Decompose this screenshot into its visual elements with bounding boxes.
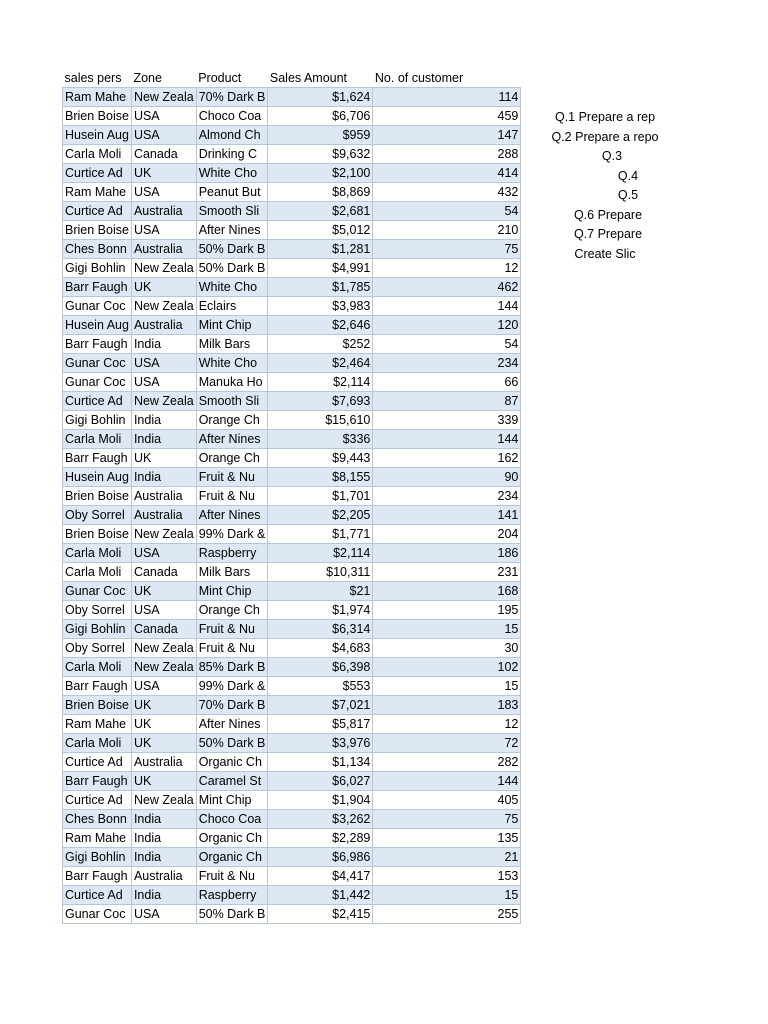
question-item[interactable]: Q.7 Prepare (573, 227, 643, 241)
table-row (63, 620, 521, 639)
cell-zone[interactable]: New Zeala (131, 658, 196, 677)
cell-salesperson[interactable]: Curtice Ad (63, 392, 132, 411)
cell-zone[interactable]: India (131, 411, 196, 430)
cell-sales-amount[interactable]: $15,610 (268, 411, 373, 430)
cell-sales-amount[interactable]: $6,398 (268, 658, 373, 677)
cell-salesperson[interactable]: Barr Faugh (63, 772, 132, 791)
table-row (63, 601, 521, 620)
cell-customers[interactable]: 405 (373, 791, 521, 810)
cell-salesperson[interactable]: Brien Boise (63, 525, 132, 544)
cell-product[interactable]: Almond Ch (196, 126, 268, 145)
cell-zone[interactable]: India (131, 468, 196, 487)
cell-zone[interactable]: New Zeala (131, 525, 196, 544)
cell-salesperson[interactable]: Curtice Ad (63, 202, 132, 221)
cell-product[interactable]: Eclairs (196, 297, 268, 316)
cell-zone[interactable]: India (131, 335, 196, 354)
table-row (63, 696, 521, 715)
cell-sales-amount[interactable]: $6,986 (268, 848, 373, 867)
table-row (63, 354, 521, 373)
column-header-salesperson[interactable]: sales pers (64, 71, 122, 85)
cell-zone[interactable]: New Zeala (131, 791, 196, 810)
cell-zone[interactable]: USA (131, 221, 196, 240)
cell-salesperson[interactable]: Gunar Coc (63, 905, 132, 924)
cell-salesperson[interactable]: Barr Faugh (63, 677, 132, 696)
column-header-sales-amount[interactable]: Sales Amount (269, 71, 348, 85)
cell-zone[interactable]: UK (131, 582, 196, 601)
table-row (63, 221, 521, 240)
cell-customers[interactable]: 459 (373, 107, 521, 126)
cell-salesperson[interactable]: Carla Moli (63, 544, 132, 563)
cell-sales-amount[interactable]: $9,443 (268, 449, 373, 468)
cell-zone[interactable]: UK (131, 734, 196, 753)
cell-zone[interactable]: USA (131, 601, 196, 620)
cell-product[interactable]: 50% Dark B (196, 734, 268, 753)
cell-product[interactable]: Drinking C (196, 145, 268, 164)
cell-customers[interactable]: 147 (373, 126, 521, 145)
cell-zone[interactable]: New Zeala (131, 297, 196, 316)
cell-sales-amount[interactable]: $8,155 (268, 468, 373, 487)
cell-product[interactable]: 85% Dark B (196, 658, 268, 677)
cell-customers[interactable]: 144 (373, 772, 521, 791)
table-row (63, 810, 521, 829)
cell-zone[interactable]: Australia (131, 202, 196, 221)
cell-product[interactable]: After Nines (196, 715, 268, 734)
cell-salesperson[interactable]: Gigi Bohlin (63, 848, 132, 867)
cell-customers[interactable]: 462 (373, 278, 521, 297)
cell-product[interactable]: Fruit & Nu (196, 620, 268, 639)
cell-product[interactable]: Raspberry (196, 886, 268, 905)
cell-salesperson[interactable]: Brien Boise (63, 221, 132, 240)
cell-customers[interactable]: 255 (373, 905, 521, 924)
cell-zone[interactable]: USA (131, 677, 196, 696)
table-row (63, 88, 521, 107)
cell-salesperson[interactable]: Barr Faugh (63, 278, 132, 297)
table-row (63, 411, 521, 430)
cell-product[interactable]: Smooth Sli (196, 202, 268, 221)
table-row (63, 563, 521, 582)
cell-product[interactable]: Orange Ch (196, 411, 268, 430)
cell-zone[interactable]: USA (131, 544, 196, 563)
cell-customers[interactable]: 195 (373, 601, 521, 620)
table-row (63, 848, 521, 867)
cell-product[interactable]: Choco Coa (196, 107, 268, 126)
cell-product[interactable]: Mint Chip (196, 582, 268, 601)
cell-sales-amount[interactable]: $1,771 (268, 525, 373, 544)
cell-zone[interactable]: Australia (131, 316, 196, 335)
cell-sales-amount[interactable]: $2,114 (268, 373, 373, 392)
cell-sales-amount[interactable]: $2,205 (268, 506, 373, 525)
column-header-customers[interactable]: No. of customer (374, 71, 464, 85)
cell-zone[interactable]: New Zeala (131, 259, 196, 278)
cell-sales-amount[interactable]: $6,314 (268, 620, 373, 639)
cell-product[interactable]: Fruit & Nu (196, 487, 268, 506)
cell-salesperson[interactable]: Ram Mahe (63, 829, 132, 848)
header-row (63, 69, 521, 88)
cell-product[interactable]: Organic Ch (196, 753, 268, 772)
cell-customers[interactable]: 144 (373, 297, 521, 316)
cell-sales-amount[interactable]: $2,464 (268, 354, 373, 373)
cell-customers[interactable]: 234 (373, 354, 521, 373)
cell-sales-amount[interactable]: $2,646 (268, 316, 373, 335)
cell-customers[interactable]: 162 (373, 449, 521, 468)
cell-product[interactable]: White Cho (196, 164, 268, 183)
cell-sales-amount[interactable]: $3,983 (268, 297, 373, 316)
cell-salesperson[interactable]: Curtice Ad (63, 791, 132, 810)
cell-zone[interactable]: Canada (131, 620, 196, 639)
cell-salesperson[interactable]: Husein Aug (63, 468, 132, 487)
cell-salesperson[interactable]: Carla Moli (63, 658, 132, 677)
table-row (63, 829, 521, 848)
cell-zone[interactable]: India (131, 810, 196, 829)
cell-salesperson[interactable]: Gigi Bohlin (63, 259, 132, 278)
cell-product[interactable]: Fruit & Nu (196, 867, 268, 886)
cell-salesperson[interactable]: Gigi Bohlin (63, 411, 132, 430)
cell-customers[interactable]: 30 (373, 639, 521, 658)
cell-customers[interactable]: 234 (373, 487, 521, 506)
cell-customers[interactable]: 15 (373, 620, 521, 639)
question-item[interactable]: Q.4 (617, 168, 639, 183)
cell-product[interactable]: Raspberry (196, 544, 268, 563)
cell-sales-amount[interactable]: $252 (268, 335, 373, 354)
cell-sales-amount[interactable]: $959 (268, 126, 373, 145)
cell-product[interactable]: Organic Ch (196, 829, 268, 848)
table-row (63, 259, 521, 278)
cell-customers[interactable]: 231 (373, 563, 521, 582)
table-row (63, 886, 521, 905)
cell-product[interactable]: Smooth Sli (196, 392, 268, 411)
cell-salesperson[interactable]: Carla Moli (63, 563, 132, 582)
cell-sales-amount[interactable]: $7,021 (268, 696, 373, 715)
cell-sales-amount[interactable]: $1,701 (268, 487, 373, 506)
table-row (63, 525, 521, 544)
cell-product[interactable]: Mint Chip (196, 791, 268, 810)
cell-product[interactable]: After Nines (196, 430, 268, 449)
cell-product[interactable]: 70% Dark B (196, 696, 268, 715)
table-row (63, 677, 521, 696)
cell-zone[interactable]: USA (131, 107, 196, 126)
question-item[interactable]: Create Slic (574, 246, 636, 261)
cell-zone[interactable]: UK (131, 715, 196, 734)
cell-salesperson[interactable]: Ram Mahe (63, 183, 132, 202)
cell-salesperson[interactable]: Husein Aug (63, 126, 132, 145)
cell-product[interactable]: 50% Dark B (196, 905, 268, 924)
cell-product[interactable]: 70% Dark B (196, 88, 268, 107)
table-row (63, 867, 521, 886)
cell-product[interactable]: Orange Ch (196, 601, 268, 620)
cell-sales-amount[interactable]: $6,027 (268, 772, 373, 791)
cell-zone[interactable]: India (131, 430, 196, 449)
table-row (63, 715, 521, 734)
cell-customers[interactable]: 54 (373, 202, 521, 221)
cell-sales-amount[interactable]: $2,681 (268, 202, 373, 221)
cell-product[interactable]: White Cho (196, 278, 268, 297)
cell-salesperson[interactable]: Curtice Ad (63, 164, 132, 183)
table-row (63, 791, 521, 810)
spreadsheet (62, 69, 521, 924)
cell-product[interactable]: Milk Bars (196, 335, 268, 354)
cell-customers[interactable]: 144 (373, 430, 521, 449)
question-item[interactable]: Q.3 (601, 149, 623, 163)
cell-zone[interactable]: UK (131, 696, 196, 715)
table-row (63, 582, 521, 601)
cell-sales-amount[interactable]: $4,683 (268, 639, 373, 658)
cell-zone[interactable]: India (131, 848, 196, 867)
cell-customers[interactable]: 15 (373, 886, 521, 905)
cell-zone[interactable]: Australia (131, 753, 196, 772)
cell-salesperson[interactable]: Ches Bonn (63, 240, 132, 259)
cell-salesperson[interactable]: Oby Sorrel (63, 601, 132, 620)
cell-customers[interactable]: 432 (373, 183, 521, 202)
cell-sales-amount[interactable]: $5,012 (268, 221, 373, 240)
cell-salesperson[interactable]: Barr Faugh (63, 449, 132, 468)
cell-salesperson[interactable]: Carla Moli (63, 734, 132, 753)
cell-customers[interactable]: 102 (373, 658, 521, 677)
cell-customers[interactable]: 114 (373, 88, 521, 107)
column-header-product[interactable]: Product (198, 71, 242, 85)
cell-customers[interactable]: 414 (373, 164, 521, 183)
question-item[interactable]: Q.2 Prepare a repo (551, 129, 659, 144)
cell-salesperson[interactable]: Gunar Coc (63, 373, 132, 392)
cell-customers[interactable]: 21 (373, 848, 521, 867)
cell-zone[interactable]: USA (131, 905, 196, 924)
cell-zone[interactable]: Canada (131, 563, 196, 582)
cell-zone[interactable]: UK (131, 164, 196, 183)
cell-zone[interactable]: Canada (131, 145, 196, 164)
cell-sales-amount[interactable]: $1,974 (268, 601, 373, 620)
cell-product[interactable]: Manuka Ho (196, 373, 268, 392)
cell-salesperson[interactable]: Carla Moli (63, 145, 132, 164)
cell-customers[interactable]: 75 (373, 810, 521, 829)
cell-sales-amount[interactable]: $1,785 (268, 278, 373, 297)
cell-salesperson[interactable]: Brien Boise (63, 696, 132, 715)
cell-sales-amount[interactable]: $336 (268, 430, 373, 449)
cell-customers[interactable]: 12 (373, 715, 521, 734)
cell-salesperson[interactable]: Carla Moli (63, 430, 132, 449)
cell-zone[interactable]: New Zeala (131, 88, 196, 107)
table-row (63, 164, 521, 183)
cell-sales-amount[interactable]: $3,976 (268, 734, 373, 753)
cell-sales-amount[interactable]: $7,693 (268, 392, 373, 411)
cell-customers[interactable]: 204 (373, 525, 521, 544)
cell-sales-amount[interactable]: $4,991 (268, 259, 373, 278)
cell-salesperson[interactable]: Husein Aug (63, 316, 132, 335)
cell-customers[interactable]: 141 (373, 506, 521, 525)
cell-customers[interactable]: 87 (373, 392, 521, 411)
cell-product[interactable]: Fruit & Nu (196, 468, 268, 487)
cell-product[interactable]: After Nines (196, 506, 268, 525)
cell-customers[interactable]: 282 (373, 753, 521, 772)
cell-customers[interactable]: 339 (373, 411, 521, 430)
table-body (63, 88, 521, 924)
cell-sales-amount[interactable]: $1,281 (268, 240, 373, 259)
cell-sales-amount[interactable]: $4,417 (268, 867, 373, 886)
cell-sales-amount[interactable]: $1,904 (268, 791, 373, 810)
cell-zone[interactable]: USA (131, 126, 196, 145)
cell-zone[interactable]: New Zeala (131, 639, 196, 658)
cell-salesperson[interactable]: Oby Sorrel (63, 506, 132, 525)
cell-customers[interactable]: 120 (373, 316, 521, 335)
cell-sales-amount[interactable]: $553 (268, 677, 373, 696)
table-row (63, 734, 521, 753)
cell-zone[interactable]: Australia (131, 487, 196, 506)
cell-zone[interactable]: Australia (131, 240, 196, 259)
cell-sales-amount[interactable]: $1,442 (268, 886, 373, 905)
table-row (63, 430, 521, 449)
table-row (63, 468, 521, 487)
table-row (63, 126, 521, 145)
cell-customers[interactable]: 183 (373, 696, 521, 715)
table-row (63, 392, 521, 411)
cell-product[interactable]: White Cho (196, 354, 268, 373)
cell-customers[interactable]: 66 (373, 373, 521, 392)
table-row (63, 449, 521, 468)
table-row (63, 202, 521, 221)
cell-zone[interactable]: New Zeala (131, 392, 196, 411)
column-header-zone[interactable]: Zone (133, 71, 162, 85)
cell-sales-amount[interactable]: $8,869 (268, 183, 373, 202)
cell-customers[interactable]: 168 (373, 582, 521, 601)
table-row (63, 373, 521, 392)
cell-zone[interactable]: USA (131, 354, 196, 373)
cell-customers[interactable]: 12 (373, 259, 521, 278)
table-row (63, 753, 521, 772)
cell-zone[interactable]: India (131, 886, 196, 905)
question-item[interactable]: Q.6 Prepare (573, 207, 643, 222)
cell-sales-amount[interactable]: $1,624 (268, 88, 373, 107)
cell-sales-amount[interactable]: $6,706 (268, 107, 373, 126)
cell-product[interactable]: Caramel St (196, 772, 268, 791)
cell-salesperson[interactable]: Curtice Ad (63, 886, 132, 905)
cell-salesperson[interactable]: Gunar Coc (63, 354, 132, 373)
cell-product[interactable]: Peanut But (196, 183, 268, 202)
question-list (530, 108, 680, 264)
cell-salesperson[interactable]: Ram Mahe (63, 715, 132, 734)
cell-customers[interactable]: 15 (373, 677, 521, 696)
question-item[interactable]: Q.5 (617, 188, 639, 202)
table-row (63, 316, 521, 335)
cell-product[interactable]: Organic Ch (196, 848, 268, 867)
table-row (63, 506, 521, 525)
table-row (63, 183, 521, 202)
table-row (63, 297, 521, 316)
sales-table (62, 69, 521, 924)
cell-salesperson[interactable]: Brien Boise (63, 107, 132, 126)
cell-salesperson[interactable]: Gunar Coc (63, 297, 132, 316)
table-row (63, 905, 521, 924)
cell-salesperson[interactable]: Barr Faugh (63, 335, 132, 354)
cell-customers[interactable]: 75 (373, 240, 521, 259)
cell-product[interactable]: Orange Ch (196, 449, 268, 468)
cell-sales-amount[interactable]: $1,134 (268, 753, 373, 772)
cell-salesperson[interactable]: Barr Faugh (63, 867, 132, 886)
table-row (63, 240, 521, 259)
cell-zone[interactable]: UK (131, 772, 196, 791)
cell-product[interactable]: 99% Dark & (196, 525, 268, 544)
cell-zone[interactable]: UK (131, 278, 196, 297)
cell-product[interactable]: 50% Dark B (196, 240, 268, 259)
cell-customers[interactable]: 54 (373, 335, 521, 354)
table-row (63, 335, 521, 354)
cell-product[interactable]: Fruit & Nu (196, 639, 268, 658)
cell-salesperson[interactable]: Ches Bonn (63, 810, 132, 829)
cell-sales-amount[interactable]: $5,817 (268, 715, 373, 734)
cell-salesperson[interactable]: Gunar Coc (63, 582, 132, 601)
table-row (63, 639, 521, 658)
table-row (63, 278, 521, 297)
cell-sales-amount[interactable]: $2,415 (268, 905, 373, 924)
cell-salesperson[interactable]: Brien Boise (63, 487, 132, 506)
cell-sales-amount[interactable]: $3,262 (268, 810, 373, 829)
cell-customers[interactable]: 153 (373, 867, 521, 886)
cell-sales-amount[interactable]: $2,289 (268, 829, 373, 848)
cell-sales-amount[interactable]: $21 (268, 582, 373, 601)
question-item[interactable]: Q.1 Prepare a rep (554, 110, 656, 124)
cell-customers[interactable]: 288 (373, 145, 521, 164)
cell-salesperson[interactable]: Ram Mahe (63, 88, 132, 107)
cell-zone[interactable]: Australia (131, 506, 196, 525)
cell-zone[interactable]: UK (131, 449, 196, 468)
table-row (63, 658, 521, 677)
cell-product[interactable]: Choco Coa (196, 810, 268, 829)
cell-sales-amount[interactable]: $9,632 (268, 145, 373, 164)
cell-zone[interactable]: India (131, 829, 196, 848)
table-row (63, 772, 521, 791)
cell-product[interactable]: Milk Bars (196, 563, 268, 582)
cell-product[interactable]: 50% Dark B (196, 259, 268, 278)
table-row (63, 145, 521, 164)
cell-product[interactable]: 99% Dark & (196, 677, 268, 696)
cell-zone[interactable]: Australia (131, 867, 196, 886)
cell-customers[interactable]: 72 (373, 734, 521, 753)
table-row (63, 544, 521, 563)
cell-product[interactable]: After Nines (196, 221, 268, 240)
cell-sales-amount[interactable]: $2,114 (268, 544, 373, 563)
cell-sales-amount[interactable]: $2,100 (268, 164, 373, 183)
cell-salesperson[interactable]: Curtice Ad (63, 753, 132, 772)
cell-sales-amount[interactable]: $10,311 (268, 563, 373, 582)
cell-zone[interactable]: USA (131, 183, 196, 202)
cell-product[interactable]: Mint Chip (196, 316, 268, 335)
table-row (63, 487, 521, 506)
table-row (63, 107, 521, 126)
cell-customers[interactable]: 186 (373, 544, 521, 563)
cell-zone[interactable]: USA (131, 373, 196, 392)
cell-customers[interactable]: 135 (373, 829, 521, 848)
cell-salesperson[interactable]: Oby Sorrel (63, 639, 132, 658)
cell-customers[interactable]: 90 (373, 468, 521, 487)
cell-customers[interactable]: 210 (373, 221, 521, 240)
cell-salesperson[interactable]: Gigi Bohlin (63, 620, 132, 639)
